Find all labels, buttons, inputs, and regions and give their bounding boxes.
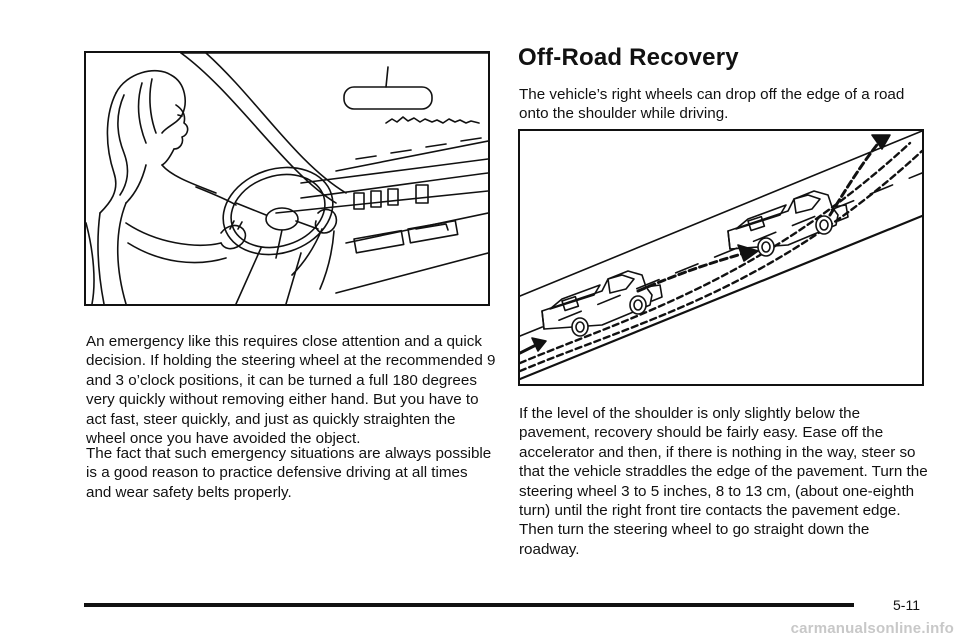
off-road-intro-paragraph: The vehicle’s right wheels can drop off the edge of a road onto the shoulder while driving. (519, 86, 905, 123)
shoulder-recovery-paragraph: If the level of the shoulder is only slightly below the pavement, recovery should be fairly easy. Ease off the accelerator and then, if there is nothing in the way, steer so that the vehicle straddles the edge of the pavement. Turn the steering wheel 3 to 5 inches, 8 to 13 cm, (about one-eighth turn) until the right front tire contacts the pavement edge. Then turn the steering wheel to go straight down the roadway. (519, 405, 928, 558)
section-title: Off-Road Recovery (518, 44, 739, 71)
watermark: carmanualsonline.info (790, 620, 954, 637)
defensive-driving-paragraph: The fact that such emergency situations are always possible is a good reason to practice defensive driving at all times and wear safety belts properly. (86, 445, 492, 501)
emergency-steering-paragraph: An emergency like this requires close attention and a quick decision. If holding the steering wheel at the recommended 9 and 3 o’clock positions, it can be turned a full 180 degrees very quickly without removing either hand. But you have to act fast, steer quickly, and just as quickly straighten the wheel once you have avoided the object. (86, 333, 496, 448)
driver-steering-illustration (84, 51, 490, 306)
page-number: 5-11 (893, 597, 920, 613)
off-road-recovery-illustration (518, 129, 924, 386)
footer-rule (84, 603, 854, 607)
